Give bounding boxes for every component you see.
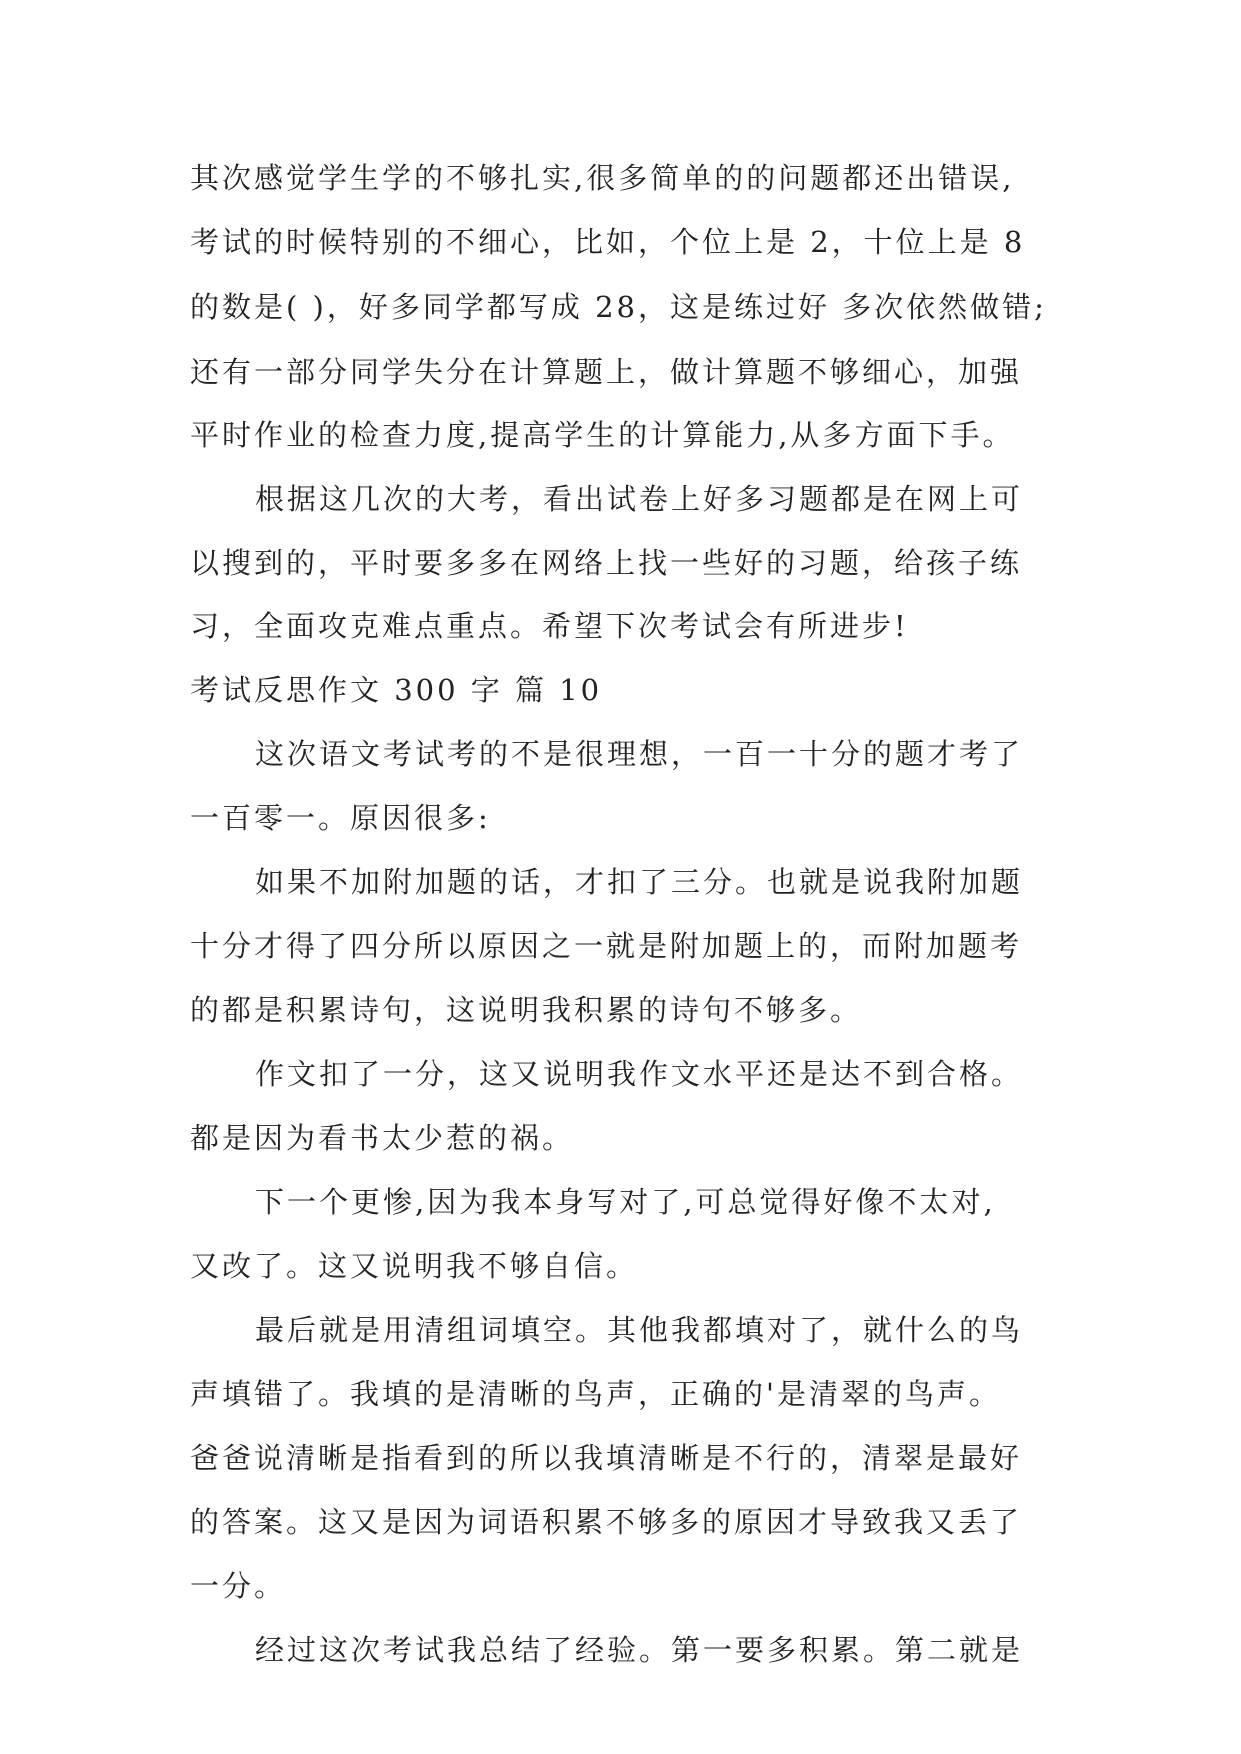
text-line: 一分。 [190,1569,287,1603]
paragraph-start-line: 作文扣了一分，这又说明我作文水平还是达不到合格。 [255,1057,1024,1091]
text-line: 还有一部分同学失分在计算题上，做计算题不够细心，加强 [190,355,1023,389]
text-line: 的都是积累诗句，这说明我积累的诗句不够多。 [190,993,863,1027]
paragraph-start-line: 下一个更惨,因为我本身写对了,可总觉得好像不太对, [255,1185,996,1219]
text-line: 爸爸说清晰是指看到的所以我填清晰是不行的，清翠是最好 [190,1441,1023,1475]
text-line: 的答案。这又是因为词语积累不够多的原因才导致我又丢了 [190,1505,1023,1539]
text-line: 以搜到的，平时要多多在网络上找一些好的习题，给孩子练 [190,546,1023,580]
section-heading: 考试反思作文 300 字 篇 10 [190,673,603,707]
text-line: 又改了。这又说明我不够自信。 [190,1249,639,1283]
text-line: 平时作业的检查力度,提高学生的计算能力,从多方面下手。 [190,418,1015,452]
text-line: 考试的时候特别的不细心，比如，个位上是 2，十位上是 8 [190,225,1026,259]
text-line: 的数是( )，好多同学都写成 28，这是练过好 多次依然做错; [190,290,1047,324]
text-line: 其次感觉学生学的不够扎实,很多简单的的问题都还出错误, [190,161,1015,195]
paragraph-start-line: 经过这次考试我总结了经验。第一要多积累。第二就是 [255,1633,1024,1667]
text-line: 十分才得了四分所以原因之一就是附加题上的，而附加题考 [190,929,1023,963]
text-line: 都是因为看书太少惹的祸。 [190,1121,575,1155]
paragraph-start-line: 根据这几次的大考，看出试卷上好多习题都是在网上可 [255,482,1024,516]
text-line: 习，全面攻克难点重点。希望下次考试会有所进步! [190,609,909,643]
text-line: 声填错了。我填的是清晰的鸟声，正确的'是清翠的鸟声。 [190,1377,1001,1411]
paragraph-start-line: 如果不加附加题的话，才扣了三分。也就是说我附加题 [255,865,1024,899]
paragraph-start-line: 这次语文考试考的不是很理想，一百一十分的题才考了 [255,737,1024,771]
text-line: 一百零一。原因很多: [190,801,491,835]
paragraph-start-line: 最后就是用清组词填空。其他我都填对了，就什么的鸟 [255,1313,1024,1347]
